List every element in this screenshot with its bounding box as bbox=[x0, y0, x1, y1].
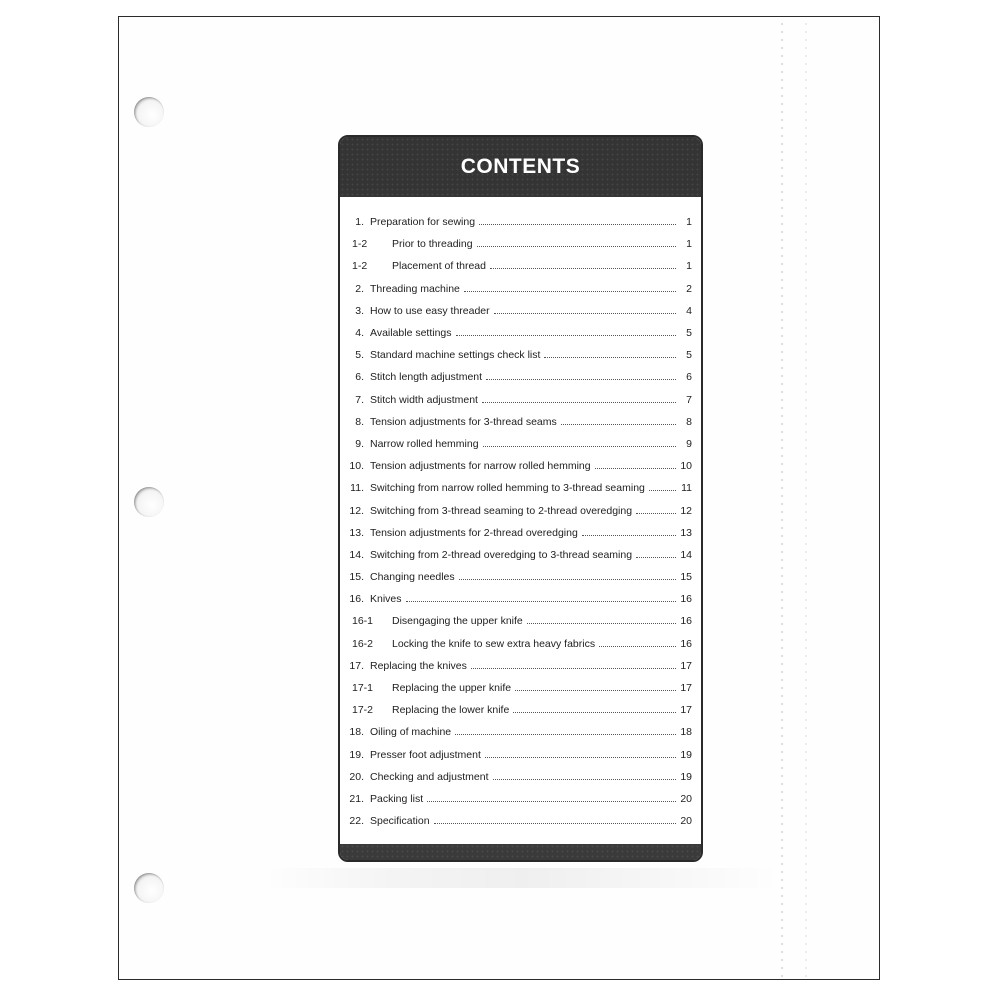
dot-leader bbox=[479, 223, 676, 225]
toc-entry-page: 12 bbox=[680, 504, 692, 517]
toc-entry-number: 13. bbox=[349, 526, 364, 539]
scan-shadow bbox=[262, 868, 782, 888]
dot-leader bbox=[493, 778, 677, 780]
dot-leader bbox=[515, 689, 676, 691]
contents-panel bbox=[338, 135, 703, 862]
dot-leader bbox=[561, 423, 676, 425]
toc-entry-page: 10 bbox=[680, 460, 692, 473]
toc-entry-page: 5 bbox=[686, 349, 692, 362]
toc-entry bbox=[340, 744, 701, 766]
toc-entry-number: 17-1 bbox=[352, 682, 374, 695]
toc-entry-page: 1 bbox=[686, 260, 692, 273]
dot-leader bbox=[434, 822, 676, 824]
toc-entry-title: Threading machine bbox=[370, 282, 460, 295]
toc-entry bbox=[340, 721, 701, 743]
scan-edge-artifact bbox=[781, 17, 783, 981]
toc-entry-number: 17. bbox=[349, 659, 364, 672]
toc-entry bbox=[340, 366, 701, 388]
toc-entry-page: 16 bbox=[680, 615, 692, 628]
dot-leader bbox=[544, 356, 676, 358]
toc-entry-title: Presser foot adjustment bbox=[370, 748, 481, 761]
toc-entry-page: 14 bbox=[680, 548, 692, 561]
toc-entry bbox=[340, 455, 701, 477]
dot-leader bbox=[455, 733, 676, 735]
dot-leader bbox=[406, 600, 676, 602]
toc-entry-number: 5. bbox=[355, 349, 364, 362]
toc-entry bbox=[340, 322, 701, 344]
toc-entry-title: Switching from narrow rolled hemming to 3-thread seaming bbox=[370, 482, 645, 495]
toc-entry bbox=[340, 677, 701, 699]
toc-entry-page: 2 bbox=[686, 282, 692, 295]
dot-leader bbox=[636, 512, 676, 514]
toc-entry-number: 15. bbox=[349, 571, 364, 584]
toc-entry-page: 17 bbox=[680, 659, 692, 672]
toc-entry-number: 20. bbox=[349, 770, 364, 783]
scan-edge-artifact bbox=[805, 17, 807, 981]
toc-entry bbox=[340, 477, 701, 499]
toc-entry-number: 1-2 bbox=[352, 238, 368, 251]
toc-entry-title: Knives bbox=[370, 593, 402, 606]
toc-entry-title: Narrow rolled hemming bbox=[370, 437, 479, 450]
toc-entry bbox=[340, 766, 701, 788]
toc-entry-title: Available settings bbox=[370, 327, 452, 340]
toc-entry-number: 10. bbox=[349, 460, 364, 473]
toc-entry-page: 19 bbox=[680, 770, 692, 783]
toc-entry-number: 9. bbox=[355, 437, 364, 450]
toc-entry bbox=[340, 544, 701, 566]
dot-leader bbox=[485, 756, 676, 758]
toc-entry-title: Switching from 2-thread overedging to 3-thread seaming bbox=[370, 548, 633, 561]
toc-entry-page: 4 bbox=[686, 304, 692, 317]
dot-leader bbox=[471, 667, 676, 669]
toc-entry-title: Locking the knife to sew extra heavy fabrics bbox=[392, 637, 596, 650]
toc-entry-page: 17 bbox=[680, 682, 692, 695]
toc-entry-page: 16 bbox=[680, 637, 692, 650]
dot-leader bbox=[459, 578, 676, 580]
toc-entry-title: Changing needles bbox=[370, 571, 455, 584]
toc-entry-number: 2. bbox=[355, 282, 364, 295]
toc-entry bbox=[340, 522, 701, 544]
toc-entry-number: 14. bbox=[349, 548, 364, 561]
toc-entry-title: Stitch length adjustment bbox=[370, 371, 483, 384]
dot-leader bbox=[477, 245, 676, 247]
toc-entry-number: 16-2 bbox=[352, 637, 374, 650]
toc-entry-page: 18 bbox=[680, 726, 692, 739]
toc-entry-page: 16 bbox=[680, 593, 692, 606]
dot-leader bbox=[636, 556, 676, 558]
contents-header bbox=[340, 137, 701, 197]
toc-entry bbox=[340, 300, 701, 322]
toc-entry-number: 21. bbox=[349, 792, 364, 805]
toc-entry-page: 19 bbox=[680, 748, 692, 761]
toc-entry-number: 1. bbox=[355, 216, 364, 229]
dot-leader bbox=[582, 534, 676, 536]
toc-entry-page: 7 bbox=[686, 393, 692, 406]
toc-entry-title: Stitch width adjustment bbox=[370, 393, 478, 406]
toc-entry bbox=[340, 810, 701, 832]
toc-entry-number: 4. bbox=[355, 327, 364, 340]
contents-footer bbox=[340, 844, 701, 860]
toc-entry bbox=[340, 566, 701, 588]
toc-entry-number: 12. bbox=[349, 504, 364, 517]
dot-leader bbox=[456, 334, 676, 336]
toc-entry-title: Tension adjustments for 3-thread seams bbox=[370, 415, 557, 428]
toc-entry-page: 11 bbox=[681, 482, 692, 495]
toc-entry-page: 5 bbox=[686, 327, 692, 340]
toc-entry-title: Placement of thread bbox=[392, 260, 486, 273]
toc-entry-title: Tension adjustments for 2-thread overedging bbox=[370, 526, 578, 539]
toc-entry-page: 13 bbox=[680, 526, 692, 539]
toc-entry-title: Replacing the knives bbox=[370, 659, 467, 672]
toc-entry bbox=[340, 655, 701, 677]
toc-entry-title: Disengaging the upper knife bbox=[392, 615, 523, 628]
toc-entry bbox=[340, 344, 701, 366]
dot-leader bbox=[649, 489, 676, 491]
dot-leader bbox=[595, 467, 676, 469]
toc-entry bbox=[340, 211, 701, 233]
toc-entry-page: 6 bbox=[686, 371, 692, 384]
toc-entry-title: Preparation for sewing bbox=[370, 216, 476, 229]
punch-hole bbox=[134, 873, 164, 903]
toc-entry bbox=[340, 633, 701, 655]
toc-entry-page: 15 bbox=[680, 571, 692, 584]
punch-hole bbox=[134, 97, 164, 127]
toc-entry bbox=[340, 389, 701, 411]
toc-entry-number: 17-2 bbox=[352, 704, 374, 717]
toc-entry-number: 7. bbox=[355, 393, 364, 406]
toc-entry bbox=[340, 255, 701, 277]
toc-entry bbox=[340, 233, 701, 255]
toc-entry-title: Tension adjustments for narrow rolled hemming bbox=[370, 460, 591, 473]
toc-entry bbox=[340, 499, 701, 521]
toc-entry-number: 11. bbox=[350, 482, 364, 495]
toc-entry-number: 16-1 bbox=[352, 615, 374, 628]
toc-entry-page: 9 bbox=[686, 437, 692, 450]
dot-leader bbox=[513, 711, 676, 713]
toc-entry-title: Oiling of machine bbox=[370, 726, 452, 739]
toc-entry bbox=[340, 788, 701, 810]
toc-entry-title: Replacing the lower knife bbox=[392, 704, 510, 717]
dot-leader bbox=[527, 622, 676, 624]
contents-title: CONTENTS bbox=[460, 155, 581, 178]
punch-hole bbox=[134, 487, 164, 517]
toc-entry-title: Packing list bbox=[370, 792, 424, 805]
dot-leader bbox=[490, 267, 676, 269]
toc-entry-title: How to use easy threader bbox=[370, 304, 490, 317]
toc-entry-page: 17 bbox=[680, 704, 692, 717]
toc-entry-page: 1 bbox=[686, 216, 692, 229]
toc-entry-number: 16. bbox=[349, 593, 364, 606]
dot-leader bbox=[599, 645, 676, 647]
toc-entry-title: Prior to threading bbox=[392, 238, 473, 251]
toc-entry-title: Specification bbox=[370, 815, 430, 828]
dot-leader bbox=[482, 401, 676, 403]
toc-entry-number: 8. bbox=[355, 415, 364, 428]
toc-entry-page: 1 bbox=[686, 238, 692, 251]
toc-entry bbox=[340, 610, 701, 632]
toc-entry-title: Replacing the upper knife bbox=[392, 682, 512, 695]
toc-entry bbox=[340, 411, 701, 433]
toc-entry-number: 3. bbox=[355, 304, 364, 317]
toc-entry-page: 20 bbox=[680, 792, 692, 805]
toc-entry-page: 20 bbox=[680, 815, 692, 828]
toc-entry-number: 18. bbox=[349, 726, 364, 739]
toc-entry-title: Standard machine settings check list bbox=[370, 349, 541, 362]
toc-entry-number: 19. bbox=[349, 748, 364, 761]
toc-entry bbox=[340, 433, 701, 455]
dot-leader bbox=[494, 312, 676, 314]
toc-entry-title: Checking and adjustment bbox=[370, 770, 489, 783]
toc-entry bbox=[340, 699, 701, 721]
toc-entry-number: 1-2 bbox=[352, 260, 368, 273]
toc-entry-title: Switching from 3-thread seaming to 2-thread overedging bbox=[370, 504, 633, 517]
toc-entry bbox=[340, 588, 701, 610]
contents-list bbox=[340, 211, 701, 832]
toc-entry bbox=[340, 278, 701, 300]
toc-entry-page: 8 bbox=[686, 415, 692, 428]
dot-leader bbox=[486, 378, 676, 380]
toc-entry-number: 6. bbox=[355, 371, 364, 384]
dot-leader bbox=[483, 445, 676, 447]
dot-leader bbox=[464, 290, 676, 292]
toc-entry-number: 22. bbox=[349, 815, 364, 828]
dot-leader bbox=[427, 800, 676, 802]
